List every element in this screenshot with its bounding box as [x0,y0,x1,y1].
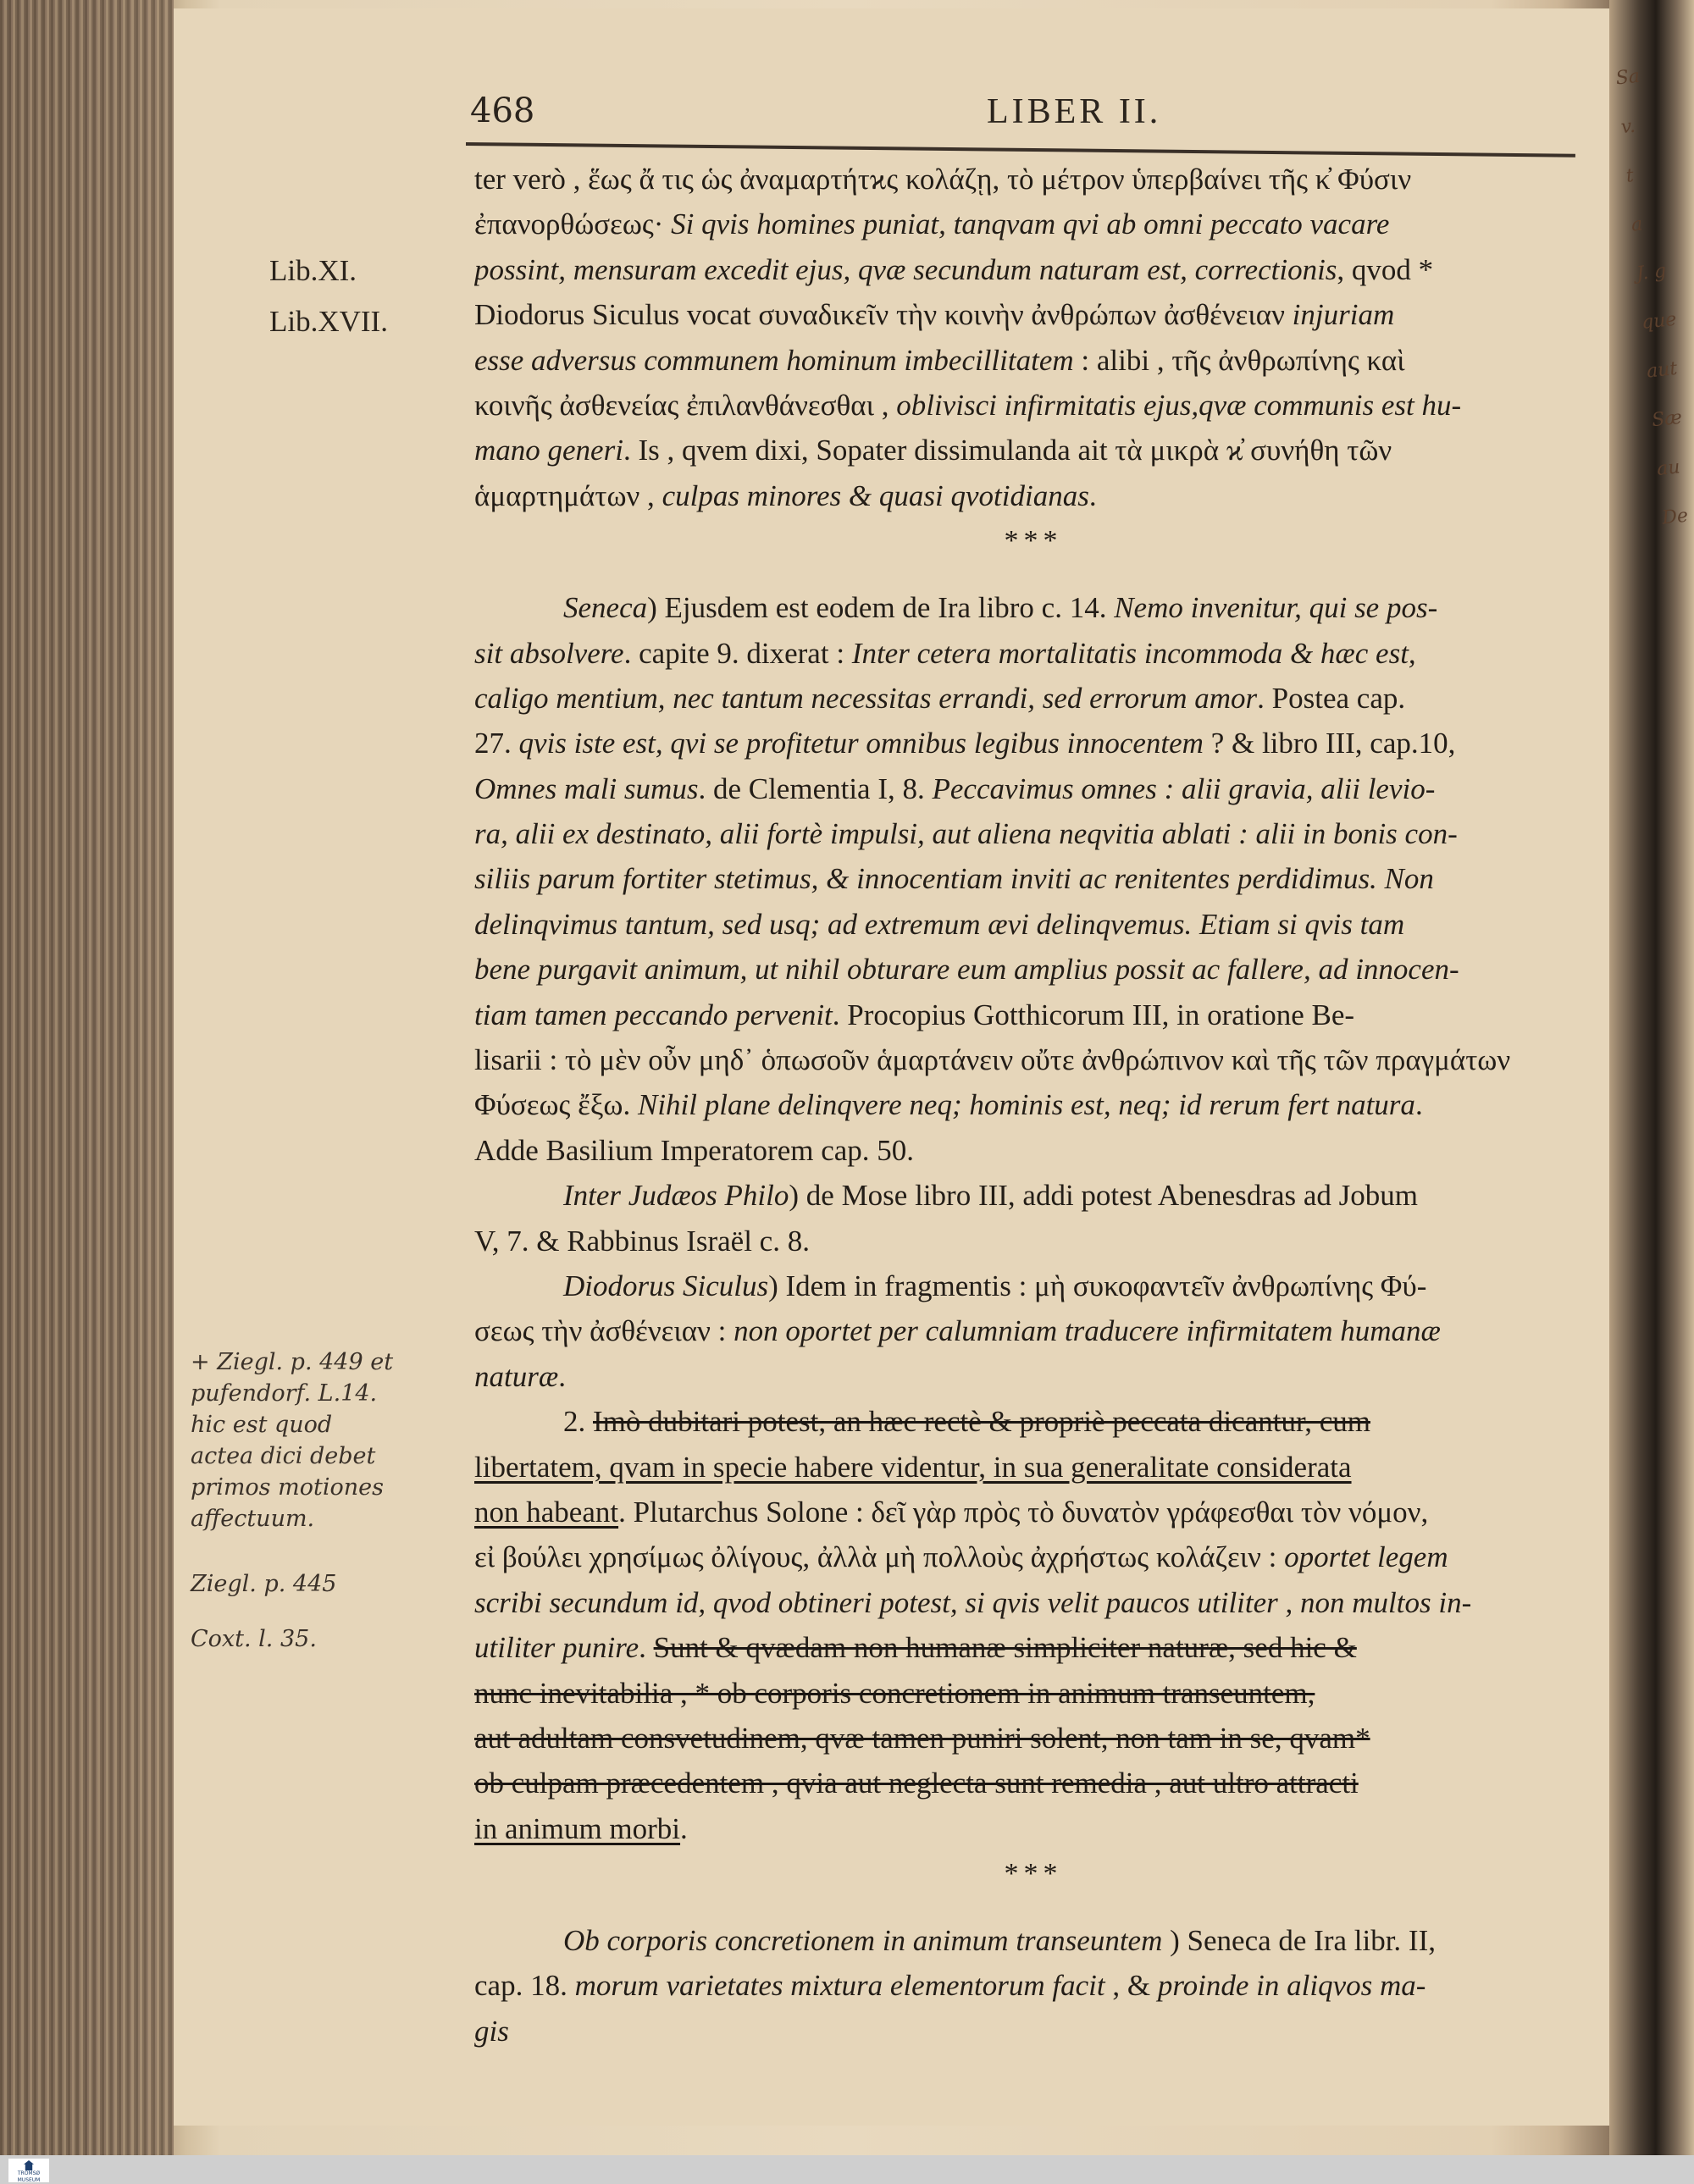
text-line: caligo mentium, nec tantum necessitas errandi, sed errorum amor. Postea cap. [474,681,1406,715]
text-line: siliis parum fortiter stetimus, & innocentiam inviti ac renitentes perdidimus. Non [474,862,1434,896]
section-asterisks: *** [1004,1858,1063,1890]
marginalia-fragment: v. [1619,115,1636,139]
handwritten-note: primos motiones [191,1474,384,1501]
handwritten-note: + Ziegl. p. 449 et [191,1349,394,1375]
text-line: cap. 18. morum varietates mixtura elementorum facit , & proinde in aliqvos ma- [474,1969,1426,2003]
text-line: bene purgavit animum, ut nihil obturare eum amplius possit ac fallere, ad innocen- [474,953,1459,987]
text-line: sit absolvere. capite 9. dixerat : Inter cetera mortalitatis incommoda & hæc est, [474,636,1416,670]
text-line: esse adversus communem hominum imbecillitatem : alibi , τῆς ἀνθρωπίνης καὶ [474,343,1405,377]
text-line: Ob corporis concretionem in animum transeuntem ) Seneca de Ira libr. II, [563,1924,1436,1958]
text-line: scribi secundum id, qvod obtineri potest, si qvis velit paucos utiliter , non multos in- [474,1585,1472,1619]
marginalia-fragment: au [1656,456,1681,480]
text-line: ra, alii ex destinato, alii fortè impulsi, aut aliena neqvitia ablati : alii in bonis con- [474,817,1458,851]
text-line: 27. qvis iste est, qvi se profitetur omnibus legibus innocentem ? & libro III, cap.10, [474,727,1456,760]
handwritten-note: hic est quod [191,1412,333,1438]
marginalia-fragment: a [1630,213,1644,236]
text-line: Adde Basilium Imperatorem cap. 50. [474,1133,915,1167]
marginalia-fragment: que [1640,308,1678,334]
handwritten-note: pufendorf. L.14. [191,1380,378,1407]
text-line: Seneca) Ejusdem est eodem de Ira libro c. 14. Nemo invenitur, qui se pos- [563,591,1438,625]
marginalia-fragment: Sæ [1650,406,1684,432]
margin-reference: Lib.XI. [269,254,357,287]
paragraph-gap [474,563,1592,585]
text-line: Diodorus Siculus vocat συναδικεῖν τὴν κοινὴν ἀνθρώπων ἀσθένειαν injuriam [474,298,1395,332]
running-head: LIBER II. [987,92,1162,131]
handwritten-note: affectuum. [191,1506,315,1532]
text-line: Omnes mali sumus. de Clementia I, 8. Peccavimus omnes : alii gravia, alii levio- [474,771,1436,805]
text-line: lisarii : τὸ μὲν οὖν μηδ᾽ ὁπωσοῦν ἁμαρτάνειν οὔτε ἀνθρώπινον καὶ τῆς τῶν πραγμάτων [474,1043,1511,1077]
main-text-block [474,157,1592,2054]
marginalia-fragment: t [1625,165,1636,187]
text-line: Inter Judæos Philo) de Mose libro III, addi potest Abenesdras ad Jobum [563,1179,1418,1213]
text-line: nunc inevitabilia , * ob corporis concretionem in animum transeuntem, [474,1676,1315,1710]
viewer-bottom-bar [0,2155,1694,2184]
tower-icon [24,2160,34,2170]
handwritten-margin-notes [191,1346,495,1655]
text-line: in animum morbi. [474,1811,688,1845]
text-line: κοινῆς ἀσθενείας ἐπιλανθάνεσθαι , oblivisci infirmitatis ejus,qvæ communis est hu- [474,388,1462,422]
text-line: possint, mensuram excedit ejus, qvæ secundum naturam est, correctionis, qvod * [474,252,1434,286]
page-edge-stack [0,0,174,2155]
text-line: aut adultam consvetudinem, qvæ tamen puniri solent, non tam in se, qvam* [474,1721,1370,1755]
text-line: tiam tamen peccando pervenit. Procopius Gotthicorum III, in oratione Be- [474,998,1355,1031]
library-logo [8,2159,49,2182]
marginalia-fragment: De [1661,505,1690,529]
text-line: libertatem, qvam in specie habere videntur, in sua generalitate considerata [474,1450,1352,1484]
text-line: V, 7. & Rabbinus Israël c. 8. [474,1224,810,1258]
text-line: σεως τὴν ἀσθένειαν : non oportet per calumniam traducere infirmitatem humanæ [474,1314,1441,1348]
section-asterisks: *** [1004,525,1063,557]
page-header [301,91,1614,151]
margin-reference: Lib.XVII. [269,305,388,338]
handwritten-note: actea dici debet [191,1443,376,1469]
text-line: gis [474,2014,509,2048]
marginalia-fragment: Sa [1614,65,1641,90]
page-number: 468 [470,91,535,130]
handwritten-note: Ziegl. p. 445 [191,1571,337,1597]
text-line: Diodorus Siculus) Idem in fragmentis : μὴ συκοφαντεῖν ἀνθρωπίνης Φύ- [563,1269,1427,1302]
text-line: Φύσεως ἔξω. Nihil plane delinqvere neq; hominis est, neq; id rerum fert natura. [474,1088,1423,1122]
marginalia-fragment: aut [1645,357,1679,383]
marginalia-fragment: J. g [1635,260,1668,285]
text-line: naturæ. [474,1359,566,1393]
text-line: utiliter punire. Sunt & qvædam non humanæ simpliciter naturæ, sed hic & [474,1631,1357,1665]
library-stamp: TROMSØ MUSEUM [17,2170,41,2183]
text-line: ter verò , ἕως ἄ τις ὡς ἀναμαρτήτϰς κολάζῃ, τὸ μέτρον ὑπερβαίνει τῆς κ̓ Φύσιν [474,163,1412,196]
text-line: delinqvimus tantum, sed usq; ad extremum ævi delinqvemus. Etiam si qvis tam [474,907,1405,941]
text-line: εἰ βούλει χρησίμως ὀλίγους, ἀλλὰ μὴ πολλοὺς ἀχρήστως κολάζειν : oportet legem [474,1540,1448,1574]
text-line: non habeant. Plutarchus Solone : δεῖ γὰρ πρὸς τὸ δυνατὸν γράφεσθαι τὸν νόμον, [474,1495,1429,1529]
paragraph-gap [474,1896,1592,1918]
text-line: 2. Imò dubitari potest, an hæc rectè & propriè peccata dicantur, cum [563,1405,1370,1439]
text-line: ἁμαρτημάτων , culpas minores & quasi qvotidianas. [474,478,1097,512]
text-line: ἐπανορθώσεως· Si qvis homines puniat, tanqvam qvi ab omni peccato vacare [474,207,1390,241]
text-line: mano generi. Is , qvem dixi, Sopater dissimulanda ait τὰ μικρὰ ϰ̓ συνήθη τῶν [474,434,1392,467]
text-line: ob culpam præcedentem , qvia aut neglecta sunt remedia , aut ultro attracti [474,1767,1359,1800]
handwritten-note: Coxt. l. 35. [191,1626,317,1652]
